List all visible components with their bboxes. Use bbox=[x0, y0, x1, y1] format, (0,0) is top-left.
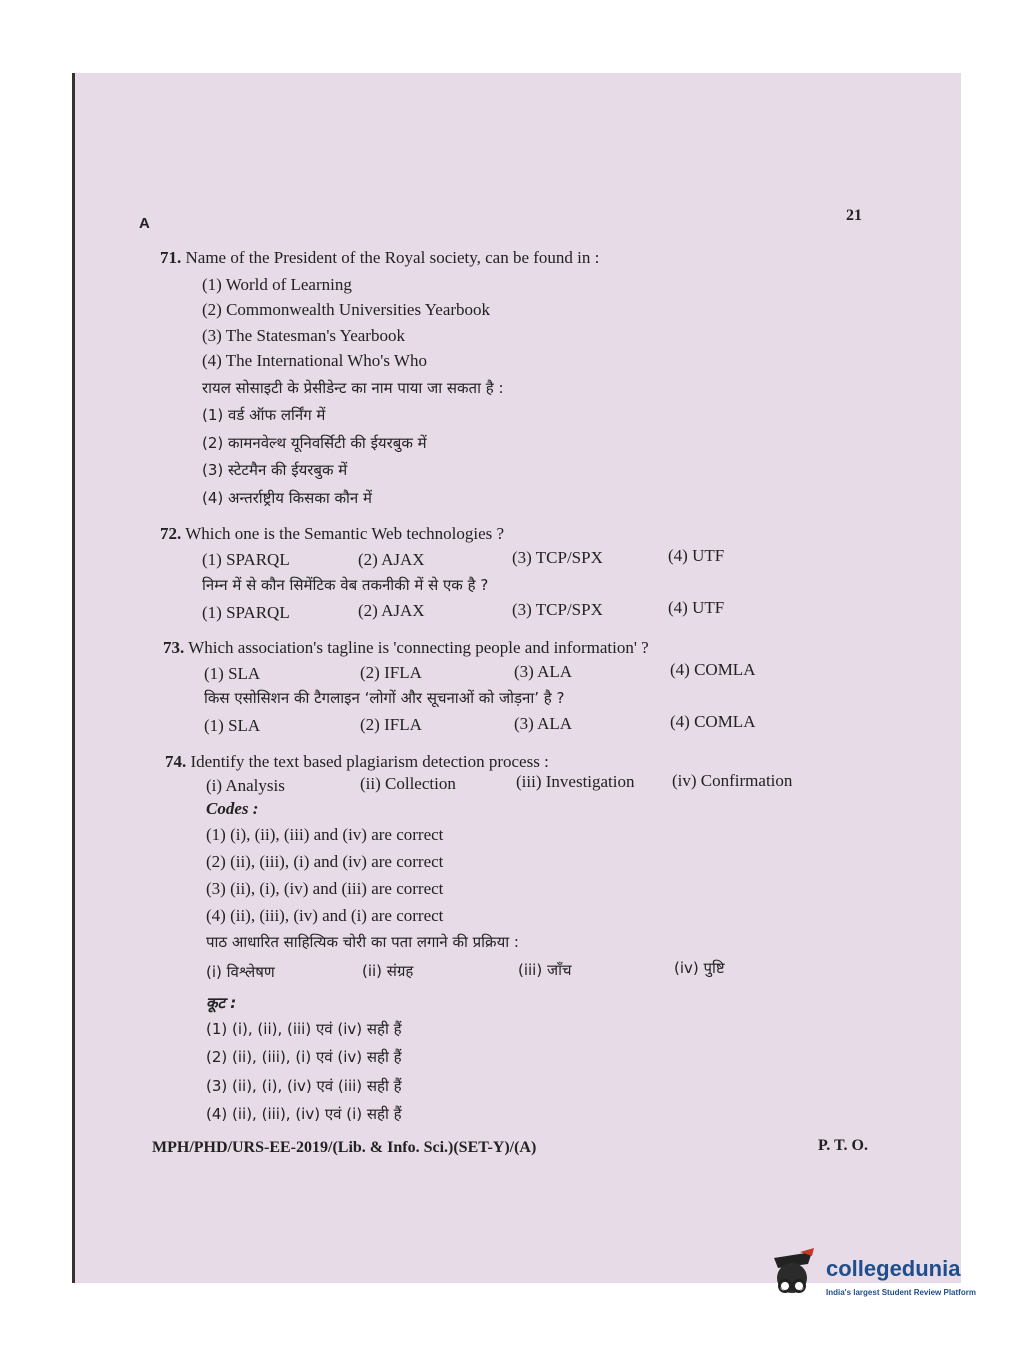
option: (3) TCP/SPX bbox=[512, 548, 603, 567]
option: (1) World of Learning bbox=[202, 275, 352, 294]
code-option: (4) (ii), (iii), (iv) and (i) are correct bbox=[206, 906, 444, 925]
hindi-code-option: (4) (ii), (iii), (iv) एवं (i) सही हैं bbox=[206, 1105, 402, 1123]
question-text: Which association's tagline is 'connecting people and information' ? bbox=[188, 638, 649, 657]
pto-label: P. T. O. bbox=[818, 1137, 868, 1154]
code-option: (2) (ii), (iii), (i) and (iv) are correct bbox=[206, 852, 444, 871]
hindi-item: (iv) पुष्टि bbox=[674, 959, 725, 977]
question-number: 74. bbox=[165, 752, 187, 771]
question-number: 73. bbox=[163, 638, 185, 657]
hindi-question-text: रायल सोसाइटी के प्रेसीडेन्ट का नाम पाया जा सकता है : bbox=[202, 379, 504, 397]
codes-label: Codes : bbox=[206, 799, 259, 818]
hindi-option: (4) UTF bbox=[668, 598, 725, 617]
option: (2) IFLA bbox=[360, 663, 422, 682]
item: (iv) Confirmation bbox=[672, 771, 793, 790]
set-letter: A bbox=[139, 215, 150, 232]
brand-name: collegedunia bbox=[826, 1256, 961, 1281]
question-text: Which one is the Semantic Web technologies ? bbox=[185, 524, 505, 543]
item: (i) Analysis bbox=[206, 776, 285, 795]
hindi-question-text: किस एसोसिशन की टैगलाइन ‘लोगों और सूचनाओं को जोड़ना’ है ? bbox=[204, 689, 565, 707]
option: (3) ALA bbox=[514, 662, 573, 681]
question-text: Name of the President of the Royal society, can be found in : bbox=[185, 248, 600, 267]
hindi-option: (3) ALA bbox=[514, 714, 573, 733]
footer-code: MPH/PHD/URS-EE-2019/(Lib. & Info. Sci.)(SET-Y)/(A) bbox=[152, 1139, 537, 1156]
collegedunia-logo bbox=[764, 1248, 994, 1318]
option: (1) SLA bbox=[204, 664, 261, 683]
hindi-option: (1) SPARQL bbox=[202, 603, 290, 622]
hindi-option: (2) AJAX bbox=[358, 601, 425, 620]
hindi-option: (1) वर्ड ऑफ लर्निंग में bbox=[202, 406, 326, 424]
question-73 bbox=[163, 638, 649, 658]
hindi-option: (3) TCP/SPX bbox=[512, 600, 603, 619]
question-number: 72. bbox=[160, 524, 182, 543]
option: (4) COMLA bbox=[670, 660, 756, 679]
hindi-codes-label: कूट : bbox=[206, 994, 237, 1012]
hindi-option: (2) IFLA bbox=[360, 715, 422, 734]
hindi-code-option: (2) (ii), (iii), (i) एवं (iv) सही हैं bbox=[206, 1048, 402, 1066]
hindi-question-text: पाठ आधारित साहित्यिक चोरी का पता लगाने की प्रक्रिया : bbox=[206, 933, 519, 951]
option: (4) The International Who's Who bbox=[202, 351, 427, 370]
code-option: (3) (ii), (i), (iv) and (iii) are correct bbox=[206, 879, 444, 898]
hindi-option: (3) स्टेटमैन की ईयरबुक में bbox=[202, 461, 348, 479]
option: (2) AJAX bbox=[358, 550, 425, 569]
hindi-item: (i) विश्लेषण bbox=[206, 963, 275, 981]
hindi-code-option: (3) (ii), (i), (iv) एवं (iii) सही हैं bbox=[206, 1077, 402, 1095]
hindi-option: (1) SLA bbox=[204, 716, 261, 735]
hindi-option: (4) COMLA bbox=[670, 712, 756, 731]
mascot-icon bbox=[764, 1248, 820, 1310]
option: (1) SPARQL bbox=[202, 550, 290, 569]
hindi-option: (4) अन्तर्राष्ट्रीय किसका कौन में bbox=[202, 489, 372, 507]
hindi-option: (2) कामनवेल्थ यूनिवर्सिटी की ईयरबुक में bbox=[202, 434, 427, 452]
hindi-question-text: निम्न में से कौन सिमेंटिक वेब तकनीकी में से एक है ? bbox=[202, 576, 489, 594]
hindi-item: (ii) संग्रह bbox=[362, 962, 414, 980]
page-number: 21 bbox=[846, 207, 862, 224]
hindi-code-option: (1) (i), (ii), (iii) एवं (iv) सही हैं bbox=[206, 1020, 402, 1038]
question-71 bbox=[160, 248, 599, 268]
option: (2) Commonwealth Universities Yearbook bbox=[202, 300, 491, 319]
option: (3) The Statesman's Yearbook bbox=[202, 326, 405, 345]
item: (ii) Collection bbox=[360, 774, 456, 793]
code-option: (1) (i), (ii), (iii) and (iv) are correct bbox=[206, 825, 444, 844]
question-text: Identify the text based plagiarism detection process : bbox=[190, 752, 549, 771]
question-74 bbox=[165, 752, 549, 772]
question-72 bbox=[160, 524, 504, 544]
question-number: 71. bbox=[160, 248, 182, 267]
brand-tagline: India's largest Student Review Platform bbox=[826, 1288, 976, 1297]
item: (iii) Investigation bbox=[516, 772, 635, 791]
hindi-item: (iii) जाँच bbox=[518, 961, 572, 979]
option: (4) UTF bbox=[668, 546, 725, 565]
